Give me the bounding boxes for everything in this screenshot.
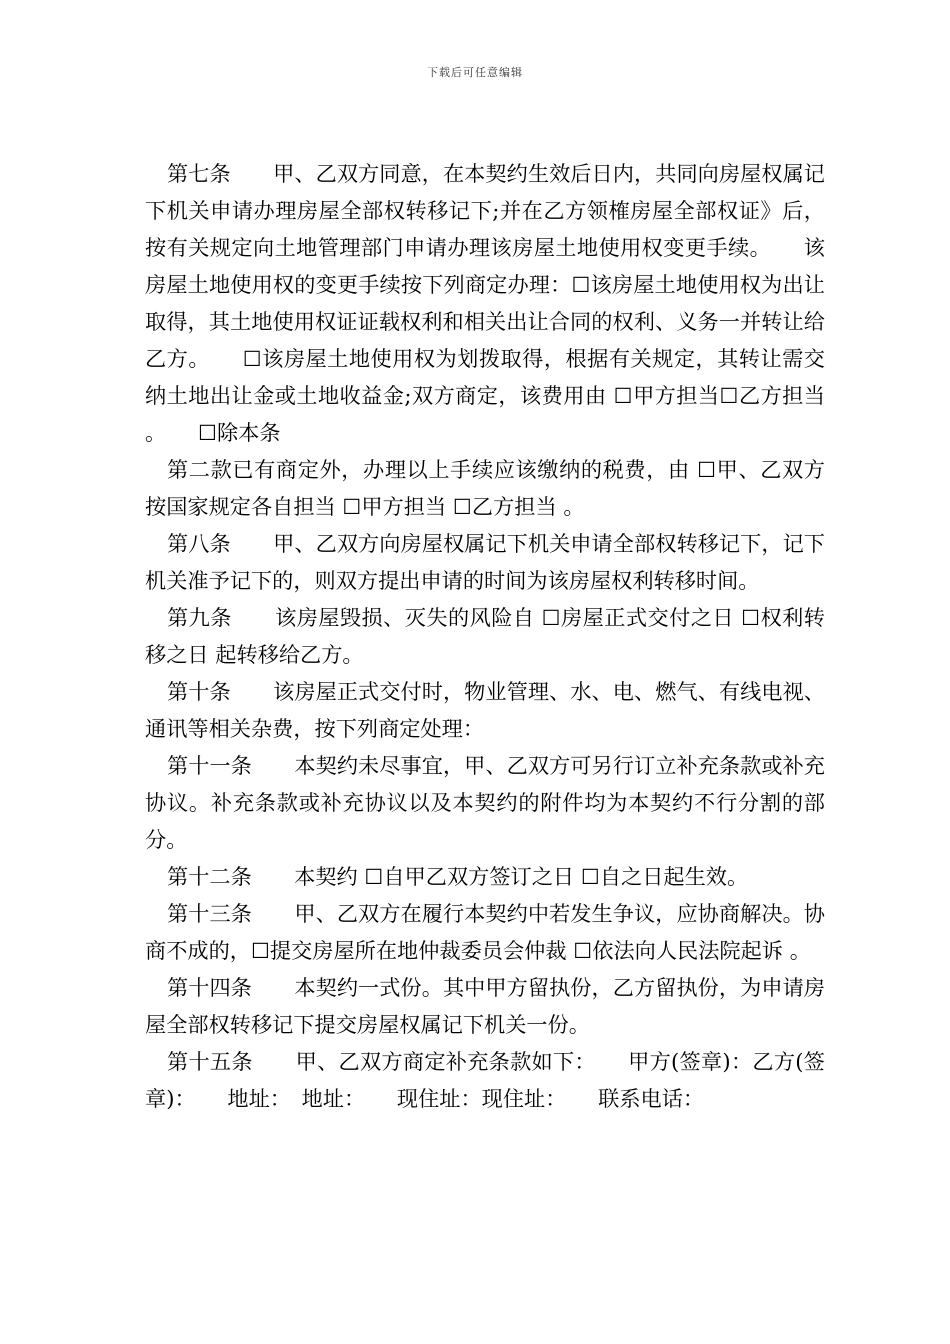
article-12: 第十二条 本契约 ☐自甲乙双方签订之日 ☐自之日起生效。 <box>167 864 749 889</box>
article-11: 第十一条 本契约未尽事宜，甲、乙双方可另行订立补充条款或补充协议。补充条款或补充协议以及本契约的附件均为本契约不行分割的部分。 <box>145 753 825 852</box>
article-7: 第七条 甲、乙双方同意，在本契约生效后日内，共同向房屋权属记下机关申请办理房屋全部权转移记下;并在乙方领榷房屋全部权证》后，按有关规定向土地管理部门申请办理该房屋土地使用权变更手续。 该房屋土地使用权的变更手续按下列商定办理：☐该房屋土地使用权为出让取得，其土地使用权证证载权利和相关出让合同的权利、义务一并转让给乙方。 ☐该房屋土地使用权为划拨取得，根据有关规定，其转让需交纳土地出让金或土地收益金;双方商定，该费用由 ☐甲方担当☐乙方担当 。 ☐除本条 <box>145 161 825 445</box>
article-10: 第十条 该房屋正式交付时，物业管理、水、电、燃气、有线电视、通讯等相关杂费，按下列商定处理： <box>145 679 825 741</box>
article-9: 第九条 该房屋毁损、灭失的风险自 ☐房屋正式交付之日 ☐权利转移之日 起转移给乙方。 <box>145 605 825 667</box>
article-14: 第十四条 本契约一式份。其中甲方留执份，乙方留执份，为申请房屋全部权转移记下提交房屋权属记下机关一份。 <box>145 975 825 1037</box>
article-7-continued: 第二款已有商定外，办理以上手续应该缴纳的税费，由 ☐甲、乙双方按国家规定各自担当 ☐甲方担当 ☐乙方担当 。 <box>145 457 825 519</box>
document-body <box>145 155 825 1117</box>
page-header: 下载后可任意编辑 <box>427 66 523 79</box>
article-8: 第八条 甲、乙双方向房屋权属记下机关申请全部权转移记下，记下机关准予记下的，则双方提出申请的时间为该房屋权利转移时间。 <box>145 531 825 593</box>
article-15: 第十五条 甲、乙双方商定补充条款如下： 甲方(签章)：乙方(签章)： 地址： 地址： 现住址：现住址： 联系电话： <box>145 1049 825 1111</box>
article-13: 第十三条 甲、乙双方在履行本契约中若发生争议，应协商解决。协商不成的，☐提交房屋所在地仲裁委员会仲裁 ☐依法向人民法院起诉 。 <box>145 901 825 963</box>
